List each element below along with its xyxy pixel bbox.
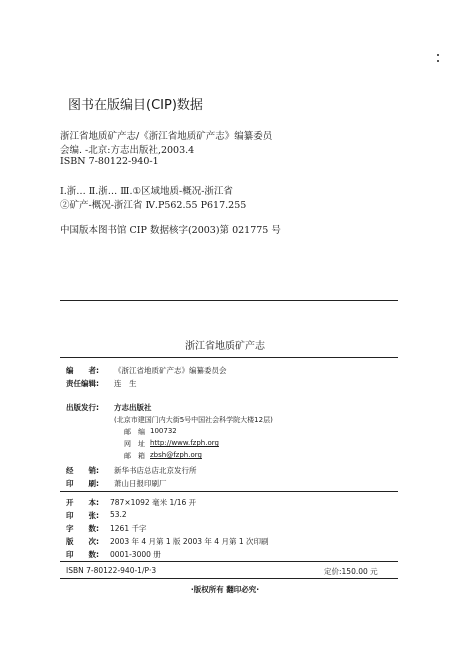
website-label: 网 址 bbox=[124, 440, 145, 448]
isbn-line: ISBN 7-80122-940-1/P·3 bbox=[66, 566, 157, 575]
postcode-label: 邮 编 bbox=[124, 428, 145, 436]
scan-speck bbox=[437, 60, 439, 62]
edition-value: 2003 年 4 月第 1 版 2003 年 4 月第 1 次印刷 bbox=[110, 537, 269, 546]
publisher-value: 方志出版社 bbox=[114, 403, 152, 412]
cip-line-1: 浙江省地质矿产志/《浙江省地质矿产志》编纂委员 bbox=[60, 131, 273, 142]
words-value: 1261 千字 bbox=[110, 524, 147, 533]
edition-label: 版 次: bbox=[66, 537, 99, 546]
publisher-address: (北京市建国门内大街5号中国社会科学院大楼12层) bbox=[114, 416, 273, 424]
distributor-label: 经 销: bbox=[66, 466, 99, 475]
price: 定价:150.00 元 bbox=[324, 567, 378, 576]
cip-line-6: 中国版本图书馆 CIP 数据核字(2003)第 021775 号 bbox=[60, 225, 281, 236]
printer-value: 萧山日报印刷厂 bbox=[114, 479, 167, 488]
cip-title: 图书在版编目(CIP)数据 bbox=[68, 98, 203, 113]
scan-speck bbox=[437, 54, 439, 56]
cip-line-4: Ⅰ.浙… Ⅱ.浙… Ⅲ.①区域地质-概况-浙江省 bbox=[60, 186, 233, 197]
copies-label: 印 数: bbox=[66, 550, 99, 559]
sheets-label: 印 张: bbox=[66, 511, 99, 520]
words-label: 字 数: bbox=[66, 524, 99, 533]
sheets-value: 53.2 bbox=[110, 510, 127, 519]
book-title: 浙江省地质矿产志 bbox=[185, 341, 265, 352]
divider-bottom bbox=[60, 578, 398, 579]
email-value: zbsh@fzph.org bbox=[150, 451, 202, 459]
website-value: http://www.fzph.org bbox=[150, 439, 219, 447]
email-label: 邮 箱 bbox=[124, 452, 145, 460]
format-label: 开 本: bbox=[66, 498, 99, 507]
cip-line-5: ②矿产-概况-浙江省 Ⅳ.P562.55 P617.255 bbox=[60, 200, 247, 211]
divider-specs bbox=[60, 491, 398, 492]
printer-label: 印 刷: bbox=[66, 479, 99, 488]
responsible-editor-value: 连 生 bbox=[114, 379, 137, 388]
format-value: 787×1092 毫米 1/16 开 bbox=[110, 498, 197, 507]
publisher-label: 出版发行: bbox=[66, 403, 99, 412]
copyright-notice: ·版权所有 翻印必究· bbox=[190, 585, 260, 594]
divider-top bbox=[60, 300, 398, 301]
editor-value: 《浙江省地质矿产志》编纂委员会 bbox=[114, 366, 227, 375]
cip-line-2: 会编. -北京:方志出版社,2003.4 bbox=[60, 145, 195, 156]
divider-isbn bbox=[60, 561, 398, 562]
cip-line-3: ISBN 7-80122-940-1 bbox=[60, 156, 159, 167]
responsible-editor-label: 责任编辑: bbox=[66, 379, 99, 388]
postcode-value: 100732 bbox=[150, 427, 177, 435]
editor-label: 编 者: bbox=[66, 366, 99, 375]
distributor-value: 新华书店总店北京发行所 bbox=[114, 466, 197, 475]
copies-value: 0001-3000 册 bbox=[110, 550, 161, 559]
divider-title bbox=[60, 357, 398, 358]
